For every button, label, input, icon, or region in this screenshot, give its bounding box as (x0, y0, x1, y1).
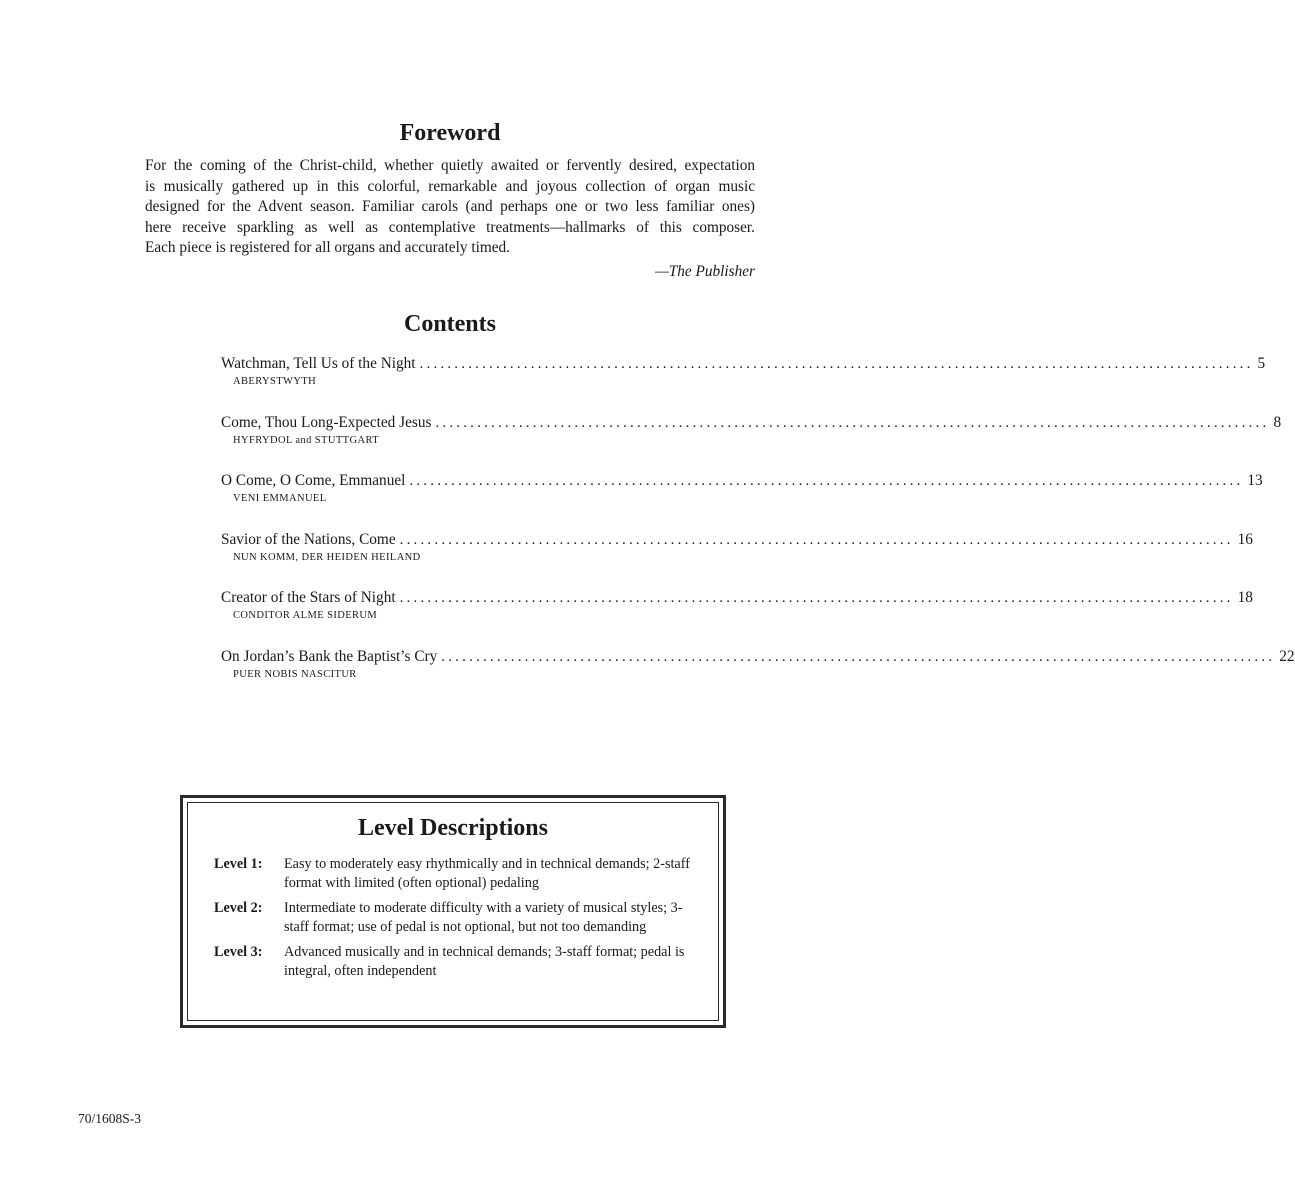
toc-entry[interactable] (221, 530, 1253, 589)
toc-entry-title: O Come, O Come, Emmanuel (221, 472, 406, 490)
toc-page-number: 22 (1279, 647, 1295, 665)
level-item (214, 943, 694, 981)
level-label: Level 2: (214, 900, 263, 916)
toc-entry-title: Watchman, Tell Us of the Night (221, 355, 416, 372)
foreword-line: designed for the Advent season. Familiar carols (and perhaps one or two less familiar ones) (145, 198, 755, 215)
catalog-number: 70/1608S-3 (78, 1111, 142, 1126)
toc-leader-dots: ........................................................................................................................ (399, 531, 1234, 548)
level-label: Level 3: (214, 944, 263, 960)
toc-page-number: 18 (1237, 589, 1253, 607)
toc-tune-name: NUN KOMM, DER HEIDEN HEILAND (233, 551, 421, 563)
level-label: Level 1: (214, 856, 263, 872)
foreword-line: Each piece is registered for all organs and accurately timed. (145, 239, 510, 256)
toc-entry[interactable] (221, 413, 1282, 472)
level-descriptions-heading: Level Descriptions (358, 815, 548, 841)
toc-entry[interactable] (221, 647, 1295, 706)
level-description: Easy to moderately easy rhythmically and in technical demands; 2-staff format with limited (often optional) pedaling (284, 856, 690, 891)
foreword-line: is musically gathered up in this colorful, remarkable and joyous collection of organ music (145, 177, 755, 195)
toc-tune-name: PUER NOBIS NASCITUR (233, 668, 357, 680)
toc-page-number: 8 (1273, 413, 1282, 431)
level-descriptions-inner-frame (187, 802, 719, 1021)
toc-entry[interactable] (221, 354, 1266, 413)
toc-tune-name: VENI EMMANUEL (233, 493, 327, 505)
toc-tune-name: ABERYSTWYTH (233, 376, 317, 387)
level-description: Intermediate to moderate difficulty with a variety of musical styles; 3-staff format; use of pedal is not optional, but not too demanding (284, 900, 683, 935)
foreword-line: For the coming of the Christ-child, whether quietly awaited or fervently desired, expectation (145, 157, 755, 174)
toc-page-number: 5 (1257, 355, 1266, 372)
toc-leader-dots: ........................................................................................................................ (419, 356, 1254, 372)
toc-leader-dots: ........................................................................................................................ (409, 473, 1244, 490)
toc-tune-name: HYFRYDOL and STUTTGART (233, 434, 380, 446)
toc-page-number: 13 (1247, 472, 1263, 490)
toc-entry[interactable] (221, 588, 1253, 647)
level-descriptions-box (180, 795, 726, 1028)
toc-entry-title: Creator of the Stars of Night (221, 589, 396, 607)
foreword-signature: —The Publisher (655, 263, 755, 280)
toc-tune-name: CONDITOR ALME SIDERUM (233, 610, 378, 622)
level-item (214, 899, 694, 937)
toc-leader-dots: ........................................................................................................................ (399, 590, 1234, 607)
toc-entry-title: On Jordan’s Bank the Baptist’s Cry (221, 647, 438, 665)
table-of-contents (221, 354, 1295, 706)
toc-leader-dots: ........................................................................................................................ (435, 414, 1270, 431)
foreword-paragraph (145, 156, 755, 259)
contents-heading: Contents (403, 311, 496, 337)
toc-entry-title: Savior of the Nations, Come (221, 530, 396, 548)
toc-entry[interactable] (221, 471, 1263, 530)
level-description: Advanced musically and in technical demands; 3-staff format; pedal is integral, often independent (284, 944, 685, 979)
foreword-heading: Foreword (399, 120, 501, 146)
level-item (214, 855, 694, 893)
toc-entry-title: Come, Thou Long-Expected Jesus (221, 413, 432, 431)
foreword-line: here receive sparkling as well as contemplative treatments—hallmarks of this composer. (145, 218, 755, 236)
level-list (214, 855, 694, 987)
toc-page-number: 16 (1237, 530, 1253, 548)
toc-leader-dots: ........................................................................................................................ (441, 648, 1276, 665)
